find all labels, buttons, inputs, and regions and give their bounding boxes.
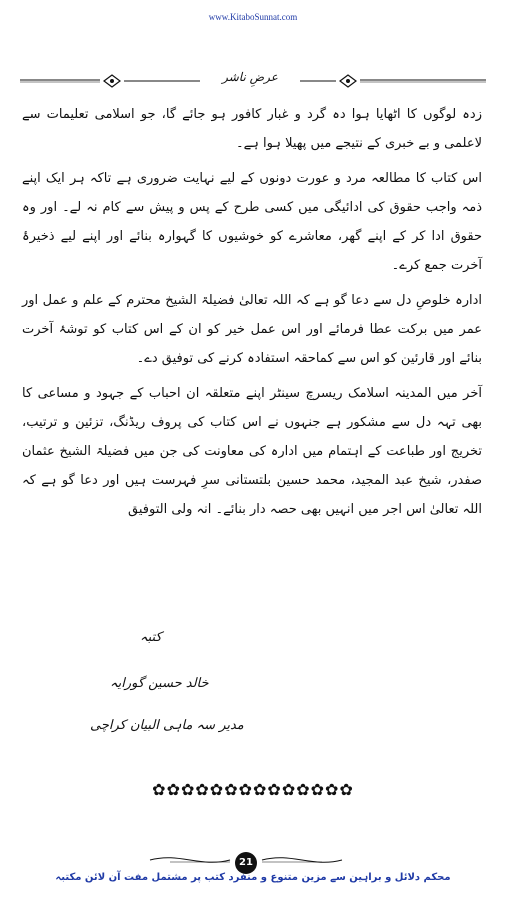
paragraph: آخر میں المدینہ اسلامک ریسرچ سینٹر اپنے متعلقہ ان احباب کے جہود و مساعی کا بھی تہہ دل سے مشکور ہے جنہوں نے اس کتاب کی پروف ریڈنگ، تزئین و ترتیب، تخریج اور طباعت کے اہتمام میں ادارہ کی معاونت کی جن میں فضیلۃ الشیخ عثمان صفدر، شیخ عبد المجید، محمد حسین بلتستانی سرِ فہرست ہیں اور دعا گو ہے کہ اللہ تعالیٰ اس اجر میں انہیں بھی حصہ دار بنائے۔ انہ ولی التوفیق: [22, 386, 482, 517]
signature-org: مدیر سہ ماہی البیان کراچی: [90, 718, 244, 733]
section-title: عرضِ ناشر: [222, 70, 278, 84]
paragraph: ادارہ خلوصِ دل سے دعا گو ہے کہ اللہ تعالیٰ فضیلۃ الشیخ محترم کے علم و عمل اور عمر میں برکت عطا فرمائے اور اس عمل خیر کو ان کے اس کتاب کو توشۂ آخرت بنائے اور قارئین کو اس سے کماحقہ استفادہ کرنے کی توفیق دے۔: [22, 293, 482, 366]
page-header: [0, 70, 506, 92]
signature-name: خالد حسین گورایہ: [110, 676, 209, 691]
page-number: 21: [235, 852, 257, 874]
site-link[interactable]: www.KitaboSunnat.com: [208, 12, 298, 22]
body-text: [22, 100, 482, 530]
paragraph: اس کتاب کا مطالعہ مرد و عورت دونوں کے لیے نہایت ضروری ہے تاکہ ہر ایک اپنے ذمہ واجب حقوق کی ادائیگی میں کسی طرح کے پس و پیش سے کام نہ لے۔ اور وہ حقوق ادا کر کے اپنے گھر، معاشرے کو خوشیوں کا گہوارہ بنائے اور اپنے لیے ذخیرۂ آخرت جمع کرے۔: [22, 171, 482, 273]
star-divider: ✿✿✿✿✿✿✿✿✿✿✿✿✿✿: [152, 780, 354, 799]
paragraph: زدہ لوگوں کا اٹھایا ہوا دہ گرد و غبار کافور ہو جائے گا، جو اسلامی تعلیمات سے لاعلمی و بے خبری کے نتیجے میں پھیلا ہوا ہے۔: [22, 107, 482, 151]
signature-label: کتبہ: [140, 630, 162, 645]
footer-text[interactable]: محکم دلائل و براہین سے مزین متنوع و منفرد کتب پر مشتمل مفت آن لائن مکتبہ: [55, 872, 451, 883]
